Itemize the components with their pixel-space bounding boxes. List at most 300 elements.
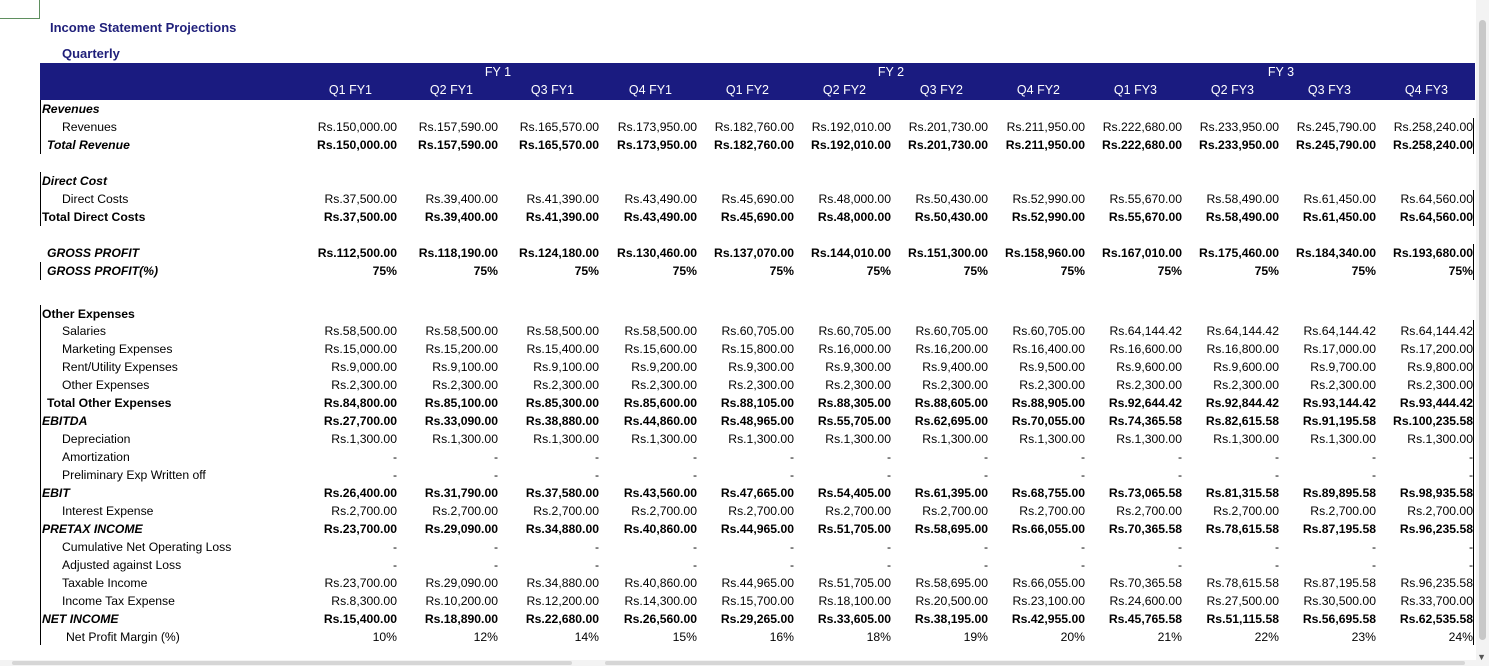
table-cell[interactable]: Rs.64,144.42 (1400, 324, 1473, 338)
table-cell[interactable]: Rs.16,200.00 (915, 342, 988, 356)
table-cell[interactable]: Rs.48,965.00 (720, 414, 794, 428)
quarter-column-header[interactable]: Q3 FY1 (530, 83, 574, 97)
table-cell[interactable]: Rs.93,144.42 (1302, 396, 1376, 410)
table-cell[interactable]: Rs.193,680.00 (1393, 246, 1473, 260)
table-cell[interactable]: Rs.74,365.58 (1108, 414, 1182, 428)
table-cell[interactable]: Rs.33,700.00 (1400, 594, 1473, 608)
table-cell[interactable]: Rs.9,600.00 (1116, 360, 1182, 374)
table-cell[interactable]: Rs.233,950.00 (1199, 120, 1279, 134)
table-cell[interactable]: Rs.137,070.00 (714, 246, 794, 260)
row-label[interactable]: Income Tax Expense (62, 594, 175, 608)
table-cell[interactable]: 22% (1254, 630, 1279, 644)
table-cell[interactable]: Rs.82,615.58 (1205, 414, 1279, 428)
table-cell[interactable]: Rs.42,955.00 (1011, 612, 1085, 626)
row-label[interactable]: Adjusted against Loss (62, 558, 182, 572)
table-cell[interactable]: Rs.1,300.00 (1213, 432, 1279, 446)
table-cell[interactable]: Rs.9,000.00 (331, 360, 397, 374)
table-cell[interactable]: Rs.64,560.00 (1400, 192, 1473, 206)
quarter-column-header[interactable]: Q2 FY2 (822, 83, 866, 97)
table-cell[interactable]: Rs.52,990.00 (1011, 210, 1085, 224)
table-cell[interactable]: Rs.258,240.00 (1393, 138, 1473, 152)
table-cell[interactable]: - (983, 558, 988, 572)
table-cell[interactable]: Rs.41,390.00 (526, 192, 599, 206)
table-cell[interactable]: Rs.18,890.00 (424, 612, 498, 626)
table-cell[interactable]: Rs.192,010.00 (811, 120, 891, 134)
table-cell[interactable]: Rs.167,010.00 (1102, 246, 1182, 260)
table-cell[interactable]: - (1080, 540, 1085, 554)
table-cell[interactable]: Rs.16,000.00 (818, 342, 891, 356)
table-cell[interactable]: Rs.62,535.58 (1399, 612, 1473, 626)
table-cell[interactable]: Rs.39,400.00 (425, 192, 498, 206)
quarter-column-header[interactable]: Q3 FY2 (919, 83, 963, 97)
table-cell[interactable]: Rs.29,090.00 (424, 522, 498, 536)
table-cell[interactable]: Rs.34,880.00 (525, 522, 599, 536)
table-cell[interactable]: Rs.23,100.00 (1012, 594, 1085, 608)
table-cell[interactable]: 18% (866, 630, 891, 644)
table-cell[interactable]: Rs.89,895.58 (1302, 486, 1376, 500)
table-cell[interactable]: Rs.58,500.00 (624, 324, 697, 338)
table-cell[interactable]: Rs.92,644.42 (1108, 396, 1182, 410)
table-cell[interactable]: Rs.39,400.00 (424, 210, 498, 224)
table-cell[interactable]: Rs.2,700.00 (1213, 504, 1279, 518)
table-cell[interactable]: Rs.2,700.00 (631, 504, 697, 518)
table-cell[interactable]: - (594, 540, 599, 554)
table-cell[interactable]: Rs.233,950.00 (1199, 138, 1279, 152)
vertical-scroll-thumb[interactable] (1479, 20, 1486, 640)
row-label[interactable]: Net Profit Margin (%) (66, 630, 180, 644)
table-cell[interactable]: 75% (1254, 264, 1279, 278)
table-cell[interactable]: - (1177, 540, 1182, 554)
table-cell[interactable]: - (1177, 468, 1182, 482)
table-cell[interactable]: Rs.48,000.00 (818, 192, 891, 206)
table-cell[interactable]: Rs.9,400.00 (922, 360, 988, 374)
table-cell[interactable]: Rs.60,705.00 (818, 324, 891, 338)
table-cell[interactable]: Rs.2,300.00 (631, 378, 697, 392)
table-cell[interactable]: Rs.1,300.00 (631, 432, 697, 446)
table-cell[interactable]: Rs.92,844.42 (1205, 396, 1279, 410)
table-cell[interactable]: - (594, 468, 599, 482)
table-cell[interactable]: Rs.58,490.00 (1206, 192, 1279, 206)
table-cell[interactable]: Rs.245,790.00 (1296, 138, 1376, 152)
table-cell[interactable]: 15% (672, 630, 697, 644)
table-cell[interactable]: Rs.192,010.00 (811, 138, 891, 152)
table-cell[interactable]: Rs.64,144.42 (1303, 324, 1376, 338)
table-cell[interactable]: - (789, 468, 794, 482)
row-label[interactable]: EBITDA (42, 414, 88, 428)
table-cell[interactable]: - (1080, 468, 1085, 482)
table-cell[interactable]: Rs.1,300.00 (533, 432, 599, 446)
table-cell[interactable]: Rs.15,400.00 (323, 612, 397, 626)
table-cell[interactable]: - (1371, 558, 1376, 572)
table-cell[interactable]: - (983, 540, 988, 554)
table-cell[interactable]: Rs.2,300.00 (1019, 378, 1085, 392)
table-cell[interactable]: Rs.51,705.00 (818, 576, 891, 590)
table-cell[interactable]: Rs.44,860.00 (623, 414, 697, 428)
table-cell[interactable]: - (392, 450, 397, 464)
table-cell[interactable]: Rs.182,760.00 (714, 138, 794, 152)
row-label[interactable]: Rent/Utility Expenses (62, 360, 178, 374)
table-cell[interactable]: Rs.100,235.58 (1393, 414, 1473, 428)
quarter-column-header[interactable]: Q4 FY3 (1404, 83, 1448, 97)
table-cell[interactable]: 75% (866, 264, 891, 278)
row-label[interactable]: GROSS PROFIT(%) (47, 264, 159, 278)
table-cell[interactable]: Rs.58,500.00 (526, 324, 599, 338)
table-cell[interactable]: Rs.93,444.42 (1399, 396, 1473, 410)
table-cell[interactable]: - (692, 450, 697, 464)
table-cell[interactable]: Rs.87,195.58 (1303, 576, 1376, 590)
table-cell[interactable]: Rs.60,705.00 (915, 324, 988, 338)
table-cell[interactable]: Rs.9,100.00 (432, 360, 498, 374)
quarter-column-header[interactable]: Q4 FY2 (1016, 83, 1060, 97)
table-cell[interactable]: Rs.88,105.00 (720, 396, 794, 410)
table-cell[interactable]: - (886, 540, 891, 554)
table-cell[interactable]: Rs.165,570.00 (519, 138, 599, 152)
table-cell[interactable]: Rs.17,200.00 (1400, 342, 1473, 356)
table-cell[interactable]: Rs.112,500.00 (317, 246, 397, 260)
table-cell[interactable]: 75% (574, 264, 599, 278)
table-cell[interactable]: Rs.245,790.00 (1296, 120, 1376, 134)
table-cell[interactable]: Rs.2,300.00 (533, 378, 599, 392)
table-cell[interactable]: Rs.64,560.00 (1399, 210, 1473, 224)
table-cell[interactable]: Rs.1,300.00 (728, 432, 794, 446)
table-cell[interactable]: Rs.144,010.00 (811, 246, 891, 260)
table-cell[interactable]: Rs.175,460.00 (1199, 246, 1279, 260)
horizontal-scroll-thumb[interactable] (12, 661, 572, 665)
table-cell[interactable]: Rs.27,500.00 (1206, 594, 1279, 608)
table-cell[interactable]: Rs.37,500.00 (323, 210, 397, 224)
table-cell[interactable]: 75% (473, 264, 498, 278)
table-cell[interactable]: Rs.70,365.58 (1109, 576, 1182, 590)
table-cell[interactable]: Rs.85,100.00 (424, 396, 498, 410)
table-cell[interactable]: 21% (1157, 630, 1182, 644)
table-cell[interactable]: Rs.66,055.00 (1011, 522, 1085, 536)
table-cell[interactable]: Rs.2,700.00 (1116, 504, 1182, 518)
table-cell[interactable]: 19% (963, 630, 988, 644)
table-cell[interactable]: Rs.40,860.00 (624, 576, 697, 590)
table-cell[interactable]: Rs.150,000.00 (317, 138, 397, 152)
quarter-column-header[interactable]: Q1 FY3 (1113, 83, 1157, 97)
table-cell[interactable]: Rs.48,000.00 (817, 210, 891, 224)
table-cell[interactable]: Rs.157,590.00 (418, 138, 498, 152)
table-cell[interactable]: Rs.2,300.00 (331, 378, 397, 392)
table-cell[interactable]: Rs.9,200.00 (631, 360, 697, 374)
table-cell[interactable]: Rs.151,300.00 (908, 246, 988, 260)
table-cell[interactable]: Rs.2,700.00 (1310, 504, 1376, 518)
table-cell[interactable]: 24% (1448, 630, 1473, 644)
table-cell[interactable]: Rs.9,100.00 (533, 360, 599, 374)
table-cell[interactable]: Rs.85,600.00 (623, 396, 697, 410)
quarter-column-header[interactable]: Q4 FY1 (628, 83, 672, 97)
table-cell[interactable]: - (983, 450, 988, 464)
scroll-down-arrow-icon[interactable]: ▼ (1477, 652, 1486, 662)
row-label[interactable]: Cumulative Net Operating Loss (62, 540, 232, 554)
row-label[interactable]: Salaries (62, 324, 107, 338)
table-cell[interactable]: Rs.29,090.00 (425, 576, 498, 590)
table-cell[interactable]: Rs.18,100.00 (818, 594, 891, 608)
table-cell[interactable]: Rs.2,300.00 (1213, 378, 1279, 392)
table-cell[interactable]: Rs.15,000.00 (324, 342, 397, 356)
table-cell[interactable]: Rs.157,590.00 (418, 120, 498, 134)
row-label[interactable]: Direct Costs (62, 192, 129, 206)
table-cell[interactable]: Rs.78,615.58 (1205, 522, 1279, 536)
table-cell[interactable]: Rs.56,695.58 (1302, 612, 1376, 626)
table-cell[interactable]: - (1468, 540, 1473, 554)
table-cell[interactable]: - (493, 468, 498, 482)
table-cell[interactable]: Rs.26,560.00 (623, 612, 697, 626)
table-cell[interactable]: 75% (1448, 264, 1473, 278)
row-label[interactable]: Amortization (62, 450, 130, 464)
table-cell[interactable]: - (1371, 468, 1376, 482)
table-cell[interactable]: - (692, 468, 697, 482)
table-cell[interactable]: Rs.73,065.58 (1108, 486, 1182, 500)
table-cell[interactable]: Rs.1,300.00 (1407, 432, 1473, 446)
table-cell[interactable]: Rs.50,430.00 (915, 192, 988, 206)
table-cell[interactable]: Rs.96,235.58 (1400, 576, 1473, 590)
table-cell[interactable]: Rs.26,400.00 (323, 486, 397, 500)
row-label[interactable]: Other Expenses (62, 378, 150, 392)
table-cell[interactable]: Rs.2,700.00 (331, 504, 397, 518)
table-cell[interactable]: Rs.55,670.00 (1108, 210, 1182, 224)
table-cell[interactable]: Rs.33,605.00 (817, 612, 891, 626)
table-cell[interactable]: - (392, 468, 397, 482)
table-cell[interactable]: Rs.23,700.00 (323, 522, 397, 536)
table-cell[interactable]: - (692, 540, 697, 554)
horizontal-scroll-thumb[interactable] (605, 661, 1465, 665)
table-cell[interactable]: - (594, 558, 599, 572)
table-cell[interactable]: Rs.16,600.00 (1109, 342, 1182, 356)
table-cell[interactable]: Rs.43,560.00 (623, 486, 697, 500)
row-label[interactable]: Total Revenue (47, 138, 130, 152)
row-label[interactable]: EBIT (42, 486, 70, 500)
table-cell[interactable]: 75% (769, 264, 794, 278)
table-cell[interactable]: - (1371, 540, 1376, 554)
table-cell[interactable]: Rs.60,705.00 (1012, 324, 1085, 338)
table-cell[interactable]: Rs.22,680.00 (525, 612, 599, 626)
table-cell[interactable]: Rs.58,500.00 (425, 324, 498, 338)
table-cell[interactable]: Rs.58,695.00 (914, 522, 988, 536)
table-cell[interactable]: Rs.211,950.00 (1005, 138, 1085, 152)
row-label[interactable]: Revenues (42, 102, 100, 116)
table-cell[interactable]: - (1080, 450, 1085, 464)
table-cell[interactable]: Rs.33,090.00 (424, 414, 498, 428)
table-cell[interactable]: Rs.15,200.00 (425, 342, 498, 356)
row-label[interactable]: Marketing Expenses (62, 342, 173, 356)
table-cell[interactable]: Rs.45,690.00 (720, 210, 794, 224)
table-cell[interactable]: Rs.1,300.00 (1019, 432, 1085, 446)
table-cell[interactable]: Rs.55,705.00 (817, 414, 891, 428)
table-cell[interactable]: Rs.2,700.00 (825, 504, 891, 518)
table-cell[interactable]: Rs.62,695.00 (914, 414, 988, 428)
table-cell[interactable]: - (392, 558, 397, 572)
table-cell[interactable]: Rs.38,195.00 (914, 612, 988, 626)
row-label[interactable]: NET INCOME (42, 612, 119, 626)
table-cell[interactable]: Rs.16,800.00 (1206, 342, 1279, 356)
table-cell[interactable]: Rs.24,600.00 (1109, 594, 1182, 608)
table-cell[interactable]: Rs.87,195.58 (1302, 522, 1376, 536)
table-cell[interactable]: Rs.2,300.00 (432, 378, 498, 392)
table-cell[interactable]: Rs.43,490.00 (624, 192, 697, 206)
table-cell[interactable]: - (1080, 558, 1085, 572)
table-cell[interactable]: Rs.150,000.00 (317, 120, 397, 134)
table-cell[interactable]: - (789, 558, 794, 572)
row-label[interactable]: Preliminary Exp Written off (62, 468, 206, 482)
table-cell[interactable]: Rs.50,430.00 (914, 210, 988, 224)
row-label[interactable]: Other Expenses (42, 307, 135, 321)
table-cell[interactable]: Rs.9,300.00 (728, 360, 794, 374)
table-cell[interactable]: 20% (1060, 630, 1085, 644)
table-cell[interactable]: Rs.68,755.00 (1011, 486, 1085, 500)
table-cell[interactable]: Rs.222,680.00 (1102, 120, 1182, 134)
table-cell[interactable]: Rs.37,580.00 (525, 486, 599, 500)
table-cell[interactable]: Rs.2,700.00 (1407, 504, 1473, 518)
table-cell[interactable]: Rs.88,605.00 (914, 396, 988, 410)
table-cell[interactable]: Rs.70,365.58 (1108, 522, 1182, 536)
table-cell[interactable]: 75% (372, 264, 397, 278)
table-cell[interactable]: - (1371, 450, 1376, 464)
table-cell[interactable]: - (886, 468, 891, 482)
table-cell[interactable]: Rs.130,460.00 (617, 246, 697, 260)
table-cell[interactable]: Rs.54,405.00 (817, 486, 891, 500)
table-cell[interactable]: Rs.58,490.00 (1205, 210, 1279, 224)
table-cell[interactable]: Rs.20,500.00 (915, 594, 988, 608)
row-label[interactable]: PRETAX INCOME (42, 522, 143, 536)
table-cell[interactable]: 12% (473, 630, 498, 644)
table-cell[interactable]: Rs.118,190.00 (418, 246, 498, 260)
quarter-column-header[interactable]: Q1 FY1 (328, 83, 372, 97)
table-cell[interactable]: Rs.211,950.00 (1006, 120, 1085, 134)
table-cell[interactable]: Rs.61,395.00 (914, 486, 988, 500)
table-cell[interactable]: - (1468, 558, 1473, 572)
table-cell[interactable]: Rs.40,860.00 (623, 522, 697, 536)
table-cell[interactable]: 75% (672, 264, 697, 278)
table-cell[interactable]: Rs.173,950.00 (617, 138, 697, 152)
table-cell[interactable]: - (1177, 450, 1182, 464)
table-cell[interactable]: - (1274, 540, 1279, 554)
table-cell[interactable]: Rs.15,400.00 (526, 342, 599, 356)
table-cell[interactable]: Rs.9,800.00 (1407, 360, 1473, 374)
quarter-column-header[interactable]: Q3 FY3 (1307, 83, 1351, 97)
table-cell[interactable]: Rs.2,300.00 (825, 378, 891, 392)
table-cell[interactable]: - (886, 558, 891, 572)
table-cell[interactable]: Rs.8,300.00 (331, 594, 397, 608)
table-cell[interactable]: Rs.2,300.00 (1310, 378, 1376, 392)
table-cell[interactable]: Rs.30,500.00 (1303, 594, 1376, 608)
table-cell[interactable]: - (1468, 450, 1473, 464)
table-cell[interactable]: Rs.64,144.42 (1206, 324, 1279, 338)
table-cell[interactable]: Rs.64,144.42 (1109, 324, 1182, 338)
table-cell[interactable]: - (1274, 468, 1279, 482)
table-cell[interactable]: Rs.31,790.00 (424, 486, 498, 500)
table-cell[interactable]: Rs.61,450.00 (1302, 210, 1376, 224)
table-cell[interactable]: Rs.2,700.00 (432, 504, 498, 518)
row-label[interactable]: Depreciation (62, 432, 131, 446)
table-cell[interactable]: Rs.17,000.00 (1303, 342, 1376, 356)
table-cell[interactable]: 75% (963, 264, 988, 278)
table-cell[interactable]: - (1274, 450, 1279, 464)
table-cell[interactable]: Rs.1,300.00 (1310, 432, 1376, 446)
table-cell[interactable]: Rs.2,300.00 (1116, 378, 1182, 392)
table-cell[interactable]: Rs.47,665.00 (720, 486, 794, 500)
table-cell[interactable]: Rs.34,880.00 (526, 576, 599, 590)
table-cell[interactable]: Rs.15,800.00 (721, 342, 794, 356)
table-cell[interactable]: Rs.12,200.00 (526, 594, 599, 608)
table-cell[interactable]: Rs.58,695.00 (915, 576, 988, 590)
table-cell[interactable]: Rs.2,700.00 (533, 504, 599, 518)
table-cell[interactable]: Rs.27,700.00 (323, 414, 397, 428)
table-cell[interactable]: Rs.2,300.00 (922, 378, 988, 392)
table-cell[interactable]: - (983, 468, 988, 482)
table-cell[interactable]: Rs.58,500.00 (324, 324, 397, 338)
table-cell[interactable]: Rs.14,300.00 (624, 594, 697, 608)
table-cell[interactable]: - (1177, 558, 1182, 572)
table-cell[interactable]: Rs.38,880.00 (525, 414, 599, 428)
row-label[interactable]: Total Other Expenses (47, 396, 172, 410)
table-cell[interactable]: Rs.61,450.00 (1303, 192, 1376, 206)
table-cell[interactable]: Rs.2,700.00 (728, 504, 794, 518)
table-cell[interactable]: 10% (372, 630, 397, 644)
table-cell[interactable]: 75% (1157, 264, 1182, 278)
table-cell[interactable]: Rs.52,990.00 (1012, 192, 1085, 206)
table-cell[interactable]: Rs.184,340.00 (1296, 246, 1376, 260)
table-cell[interactable]: Rs.124,180.00 (519, 246, 599, 260)
table-cell[interactable]: Rs.201,730.00 (908, 138, 988, 152)
table-cell[interactable]: Rs.165,570.00 (519, 120, 599, 134)
table-cell[interactable]: - (886, 450, 891, 464)
table-cell[interactable]: Rs.88,305.00 (817, 396, 891, 410)
table-cell[interactable]: - (1468, 468, 1473, 482)
table-cell[interactable]: Rs.9,700.00 (1310, 360, 1376, 374)
table-cell[interactable]: 14% (574, 630, 599, 644)
table-cell[interactable]: - (789, 540, 794, 554)
table-cell[interactable]: Rs.9,500.00 (1019, 360, 1085, 374)
table-cell[interactable]: - (1274, 558, 1279, 572)
table-cell[interactable]: Rs.44,965.00 (720, 522, 794, 536)
table-cell[interactable]: Rs.85,300.00 (525, 396, 599, 410)
table-cell[interactable]: Rs.15,600.00 (624, 342, 697, 356)
table-cell[interactable]: Rs.2,300.00 (1407, 378, 1473, 392)
table-cell[interactable]: Rs.44,965.00 (721, 576, 794, 590)
table-cell[interactable]: Rs.51,705.00 (817, 522, 891, 536)
table-cell[interactable]: Rs.1,300.00 (922, 432, 988, 446)
row-label[interactable]: Direct Cost (42, 174, 108, 188)
table-cell[interactable]: Rs.88,905.00 (1011, 396, 1085, 410)
quarter-column-header[interactable]: Q2 FY1 (429, 83, 473, 97)
table-cell[interactable]: - (493, 450, 498, 464)
table-cell[interactable]: - (789, 450, 794, 464)
table-cell[interactable]: - (493, 558, 498, 572)
row-label[interactable]: GROSS PROFIT (47, 246, 140, 260)
table-cell[interactable]: Rs.1,300.00 (1116, 432, 1182, 446)
table-cell[interactable]: Rs.37,500.00 (324, 192, 397, 206)
table-cell[interactable]: Rs.158,960.00 (1005, 246, 1085, 260)
table-cell[interactable]: Rs.55,670.00 (1109, 192, 1182, 206)
quarter-column-header[interactable]: Q1 FY2 (725, 83, 769, 97)
table-cell[interactable]: Rs.66,055.00 (1012, 576, 1085, 590)
table-cell[interactable]: Rs.2,700.00 (922, 504, 988, 518)
table-cell[interactable]: Rs.1,300.00 (331, 432, 397, 446)
table-cell[interactable]: Rs.1,300.00 (432, 432, 498, 446)
table-cell[interactable]: Rs.45,765.58 (1108, 612, 1182, 626)
row-label[interactable]: Interest Expense (62, 504, 154, 518)
table-cell[interactable]: Rs.182,760.00 (714, 120, 794, 134)
table-cell[interactable]: Rs.84,800.00 (323, 396, 397, 410)
table-cell[interactable]: Rs.15,700.00 (721, 594, 794, 608)
table-cell[interactable]: Rs.2,300.00 (728, 378, 794, 392)
table-cell[interactable]: - (392, 540, 397, 554)
table-cell[interactable]: Rs.70,055.00 (1011, 414, 1085, 428)
table-cell[interactable]: - (594, 450, 599, 464)
table-cell[interactable]: 23% (1351, 630, 1376, 644)
